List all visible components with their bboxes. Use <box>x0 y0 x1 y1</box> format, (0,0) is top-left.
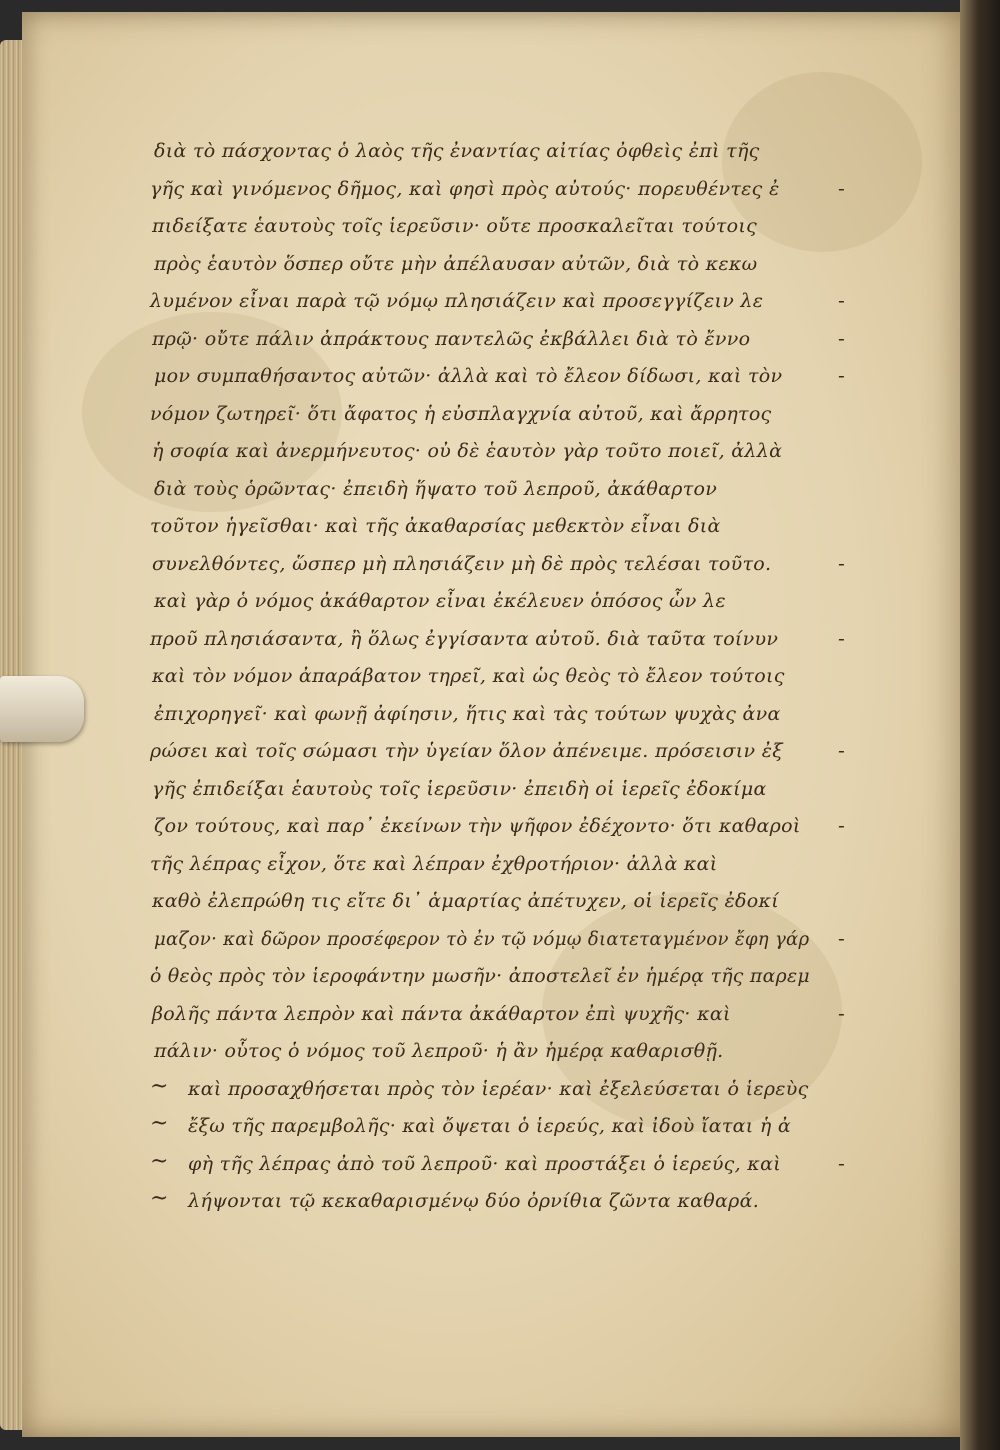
manuscript-line: πάλιν· οὗτος ὁ νόμος τοῦ λεπροῦ· ἡ ἂν ἡμέρᾳ καθαρισθῇ. <box>154 1040 724 1062</box>
line-end-hyphen: - <box>838 175 845 200</box>
manuscript-line: πιδείξατε ἑαυτοὺς τοῖς ἱερεῦσιν· οὔτε προσκαλεῖται τούτοις <box>152 215 758 237</box>
manuscript-line: φὴ τῆς λέπρας ἀπὸ τοῦ λεπροῦ· καὶ προστάξει ὁ ἱερεύς, καὶ <box>188 1152 781 1175</box>
margin-tilde-mark: ~ <box>150 1073 169 1099</box>
line-end-hyphen: - <box>838 288 845 312</box>
line-end-hyphen: - <box>838 925 845 950</box>
manuscript-line: ρώσει καὶ τοῖς σώμασι τὴν ὑγείαν ὅλον ἀπένειμε. πρόσεισιν ἐξ <box>150 740 783 762</box>
book-spine <box>960 0 1000 1450</box>
manuscript-line: ἡ σοφία καὶ ἀνερμήνευτος· οὐ δὲ ἑαυτὸν γὰρ τοῦτο ποιεῖ, ἀλλὰ <box>152 440 783 462</box>
manuscript-line: ὁ θεὸς πρὸς τὸν ἱεροφάντην μωσῆν· ἀποστελεῖ ἐν ἡμέρᾳ τῆς παρεμ <box>150 965 810 987</box>
manuscript-line: συνελθόντες, ὥσπερ μὴ πλησιάζειν μὴ δὲ πρὸς τελέσαι τοῦτο. <box>152 552 772 575</box>
manuscript-line: μον συμπαθήσαντος αὐτῶν· ἀλλὰ καὶ τὸ ἔλεον δίδωσι, καὶ τὸν <box>154 365 783 387</box>
page-tab <box>0 676 84 742</box>
manuscript-line: καθὸ ἐλεπρώθη τις εἴτε δι᾽ ἁμαρτίας ἀπέτυχεν, οἱ ἱερεῖς ἐδοκί <box>152 890 780 912</box>
line-end-hyphen: - <box>838 625 845 650</box>
manuscript-line: νόμον ζωτηρεῖ· ὅτι ἄφατος ἡ εὐσπλαγχνία αὐτοῦ, καὶ ἄρρητος <box>150 402 772 425</box>
margin-tilde-mark: ~ <box>150 1111 169 1136</box>
manuscript-line: γῆς καὶ γινόμενος δῆμος, καὶ φησὶ πρὸς αὐτούς· πορευθέντες ἐ <box>150 177 780 200</box>
manuscript-line: ἔξω τῆς παρεμβολῆς· καὶ ὄψεται ὁ ἱερεύς, καὶ ἰδοὺ ἴαται ἡ ἀ <box>188 1115 792 1137</box>
manuscript-line: πρῷ· οὔτε πάλιν ἀπράκτους παντελῶς ἐκβάλλει διὰ τὸ ἔννο <box>152 327 751 350</box>
manuscript-line: τῆς λέπρας εἶχον, ὅτε καὶ λέπραν ἐχθροτήριον· ἀλλὰ καὶ <box>150 852 718 875</box>
manuscript-line: μαζον· καὶ δῶρον προσέφερον τὸ ἐν τῷ νόμῳ διατεταγμένον ἔφη γάρ <box>154 927 810 950</box>
line-end-hyphen: - <box>838 550 845 575</box>
margin-tilde-mark: ~ <box>150 1148 169 1174</box>
manuscript-line: βολῆς πάντα λεπρὸν καὶ πάντα ἀκάθαρτον ἐπὶ ψυχῆς· καὶ <box>152 1002 731 1025</box>
manuscript-line: ἐπιχορηγεῖ· καὶ φωνῇ ἀφίησιν, ἥτις καὶ τὰς τούτων ψυχὰς ἀνα <box>154 702 781 725</box>
manuscript-line: λυμένον εἶναι παρὰ τῷ νόμῳ πλησιάζειν καὶ προσεγγίζειν λε <box>150 290 764 312</box>
manuscript-line: ζον τούτους, καὶ παρ᾽ ἐκείνων τὴν ψῆφον ἐδέχοντο· ὅτι καθαροὶ <box>154 815 801 837</box>
line-end-hyphen: - <box>838 738 845 762</box>
margin-tilde-mark: ~ <box>150 1186 169 1211</box>
line-end-hyphen: - <box>838 813 845 837</box>
manuscript-line: διὰ τὸ πάσχοντας ὁ λαὸς τῆς ἐναντίας αἰτίας ὀφθεὶς ἐπὶ τῆς <box>154 140 760 162</box>
line-end-hyphen: - <box>838 325 845 350</box>
manuscript-line: καὶ προσαχθήσεται πρὸς τὸν ἱερέαν· καὶ ἐξελεύσεται ὁ ἱερεὺς <box>188 1077 809 1100</box>
manuscript-line: διὰ τοὺς ὁρῶντας· ἐπειδὴ ἥψατο τοῦ λεπροῦ, ἀκάθαρτον <box>154 477 718 500</box>
manuscript-text <box>150 140 870 1300</box>
manuscript-line: προῦ πλησιάσαντα, ἢ ὅλως ἐγγίσαντα αὐτοῦ. διὰ ταῦτα τοίνυν <box>150 627 779 650</box>
line-end-hyphen: - <box>838 363 845 387</box>
manuscript-line: λήψονται τῷ κεκαθαρισμένῳ δύο ὀρνίθια ζῶντα καθαρά. <box>188 1190 760 1212</box>
line-end-hyphen: - <box>838 1150 845 1175</box>
line-end-hyphen: - <box>838 1000 845 1025</box>
manuscript-line: πρὸς ἑαυτὸν ὅσπερ οὔτε μὴν ἀπέλαυσαν αὐτῶν, διὰ τὸ κεκω <box>154 252 758 275</box>
manuscript-line: τοῦτον ἡγεῖσθαι· καὶ τῆς ἀκαθαρσίας μεθεκτὸν εἶναι διὰ <box>150 515 721 537</box>
manuscript-line: καὶ τὸν νόμον ἀπαράβατον τηρεῖ, καὶ ὡς θεὸς τὸ ἔλεον τούτοις <box>152 665 785 687</box>
manuscript-line: καὶ γὰρ ὁ νόμος ἀκάθαρτον εἶναι ἐκέλευεν ὁπόσος ὧν λε <box>154 590 726 612</box>
manuscript-line: γῆς ἐπιδείξαι ἑαυτοὺς τοῖς ἱερεῦσιν· ἐπειδὴ οἱ ἱερεῖς ἐδοκίμα <box>152 777 767 800</box>
